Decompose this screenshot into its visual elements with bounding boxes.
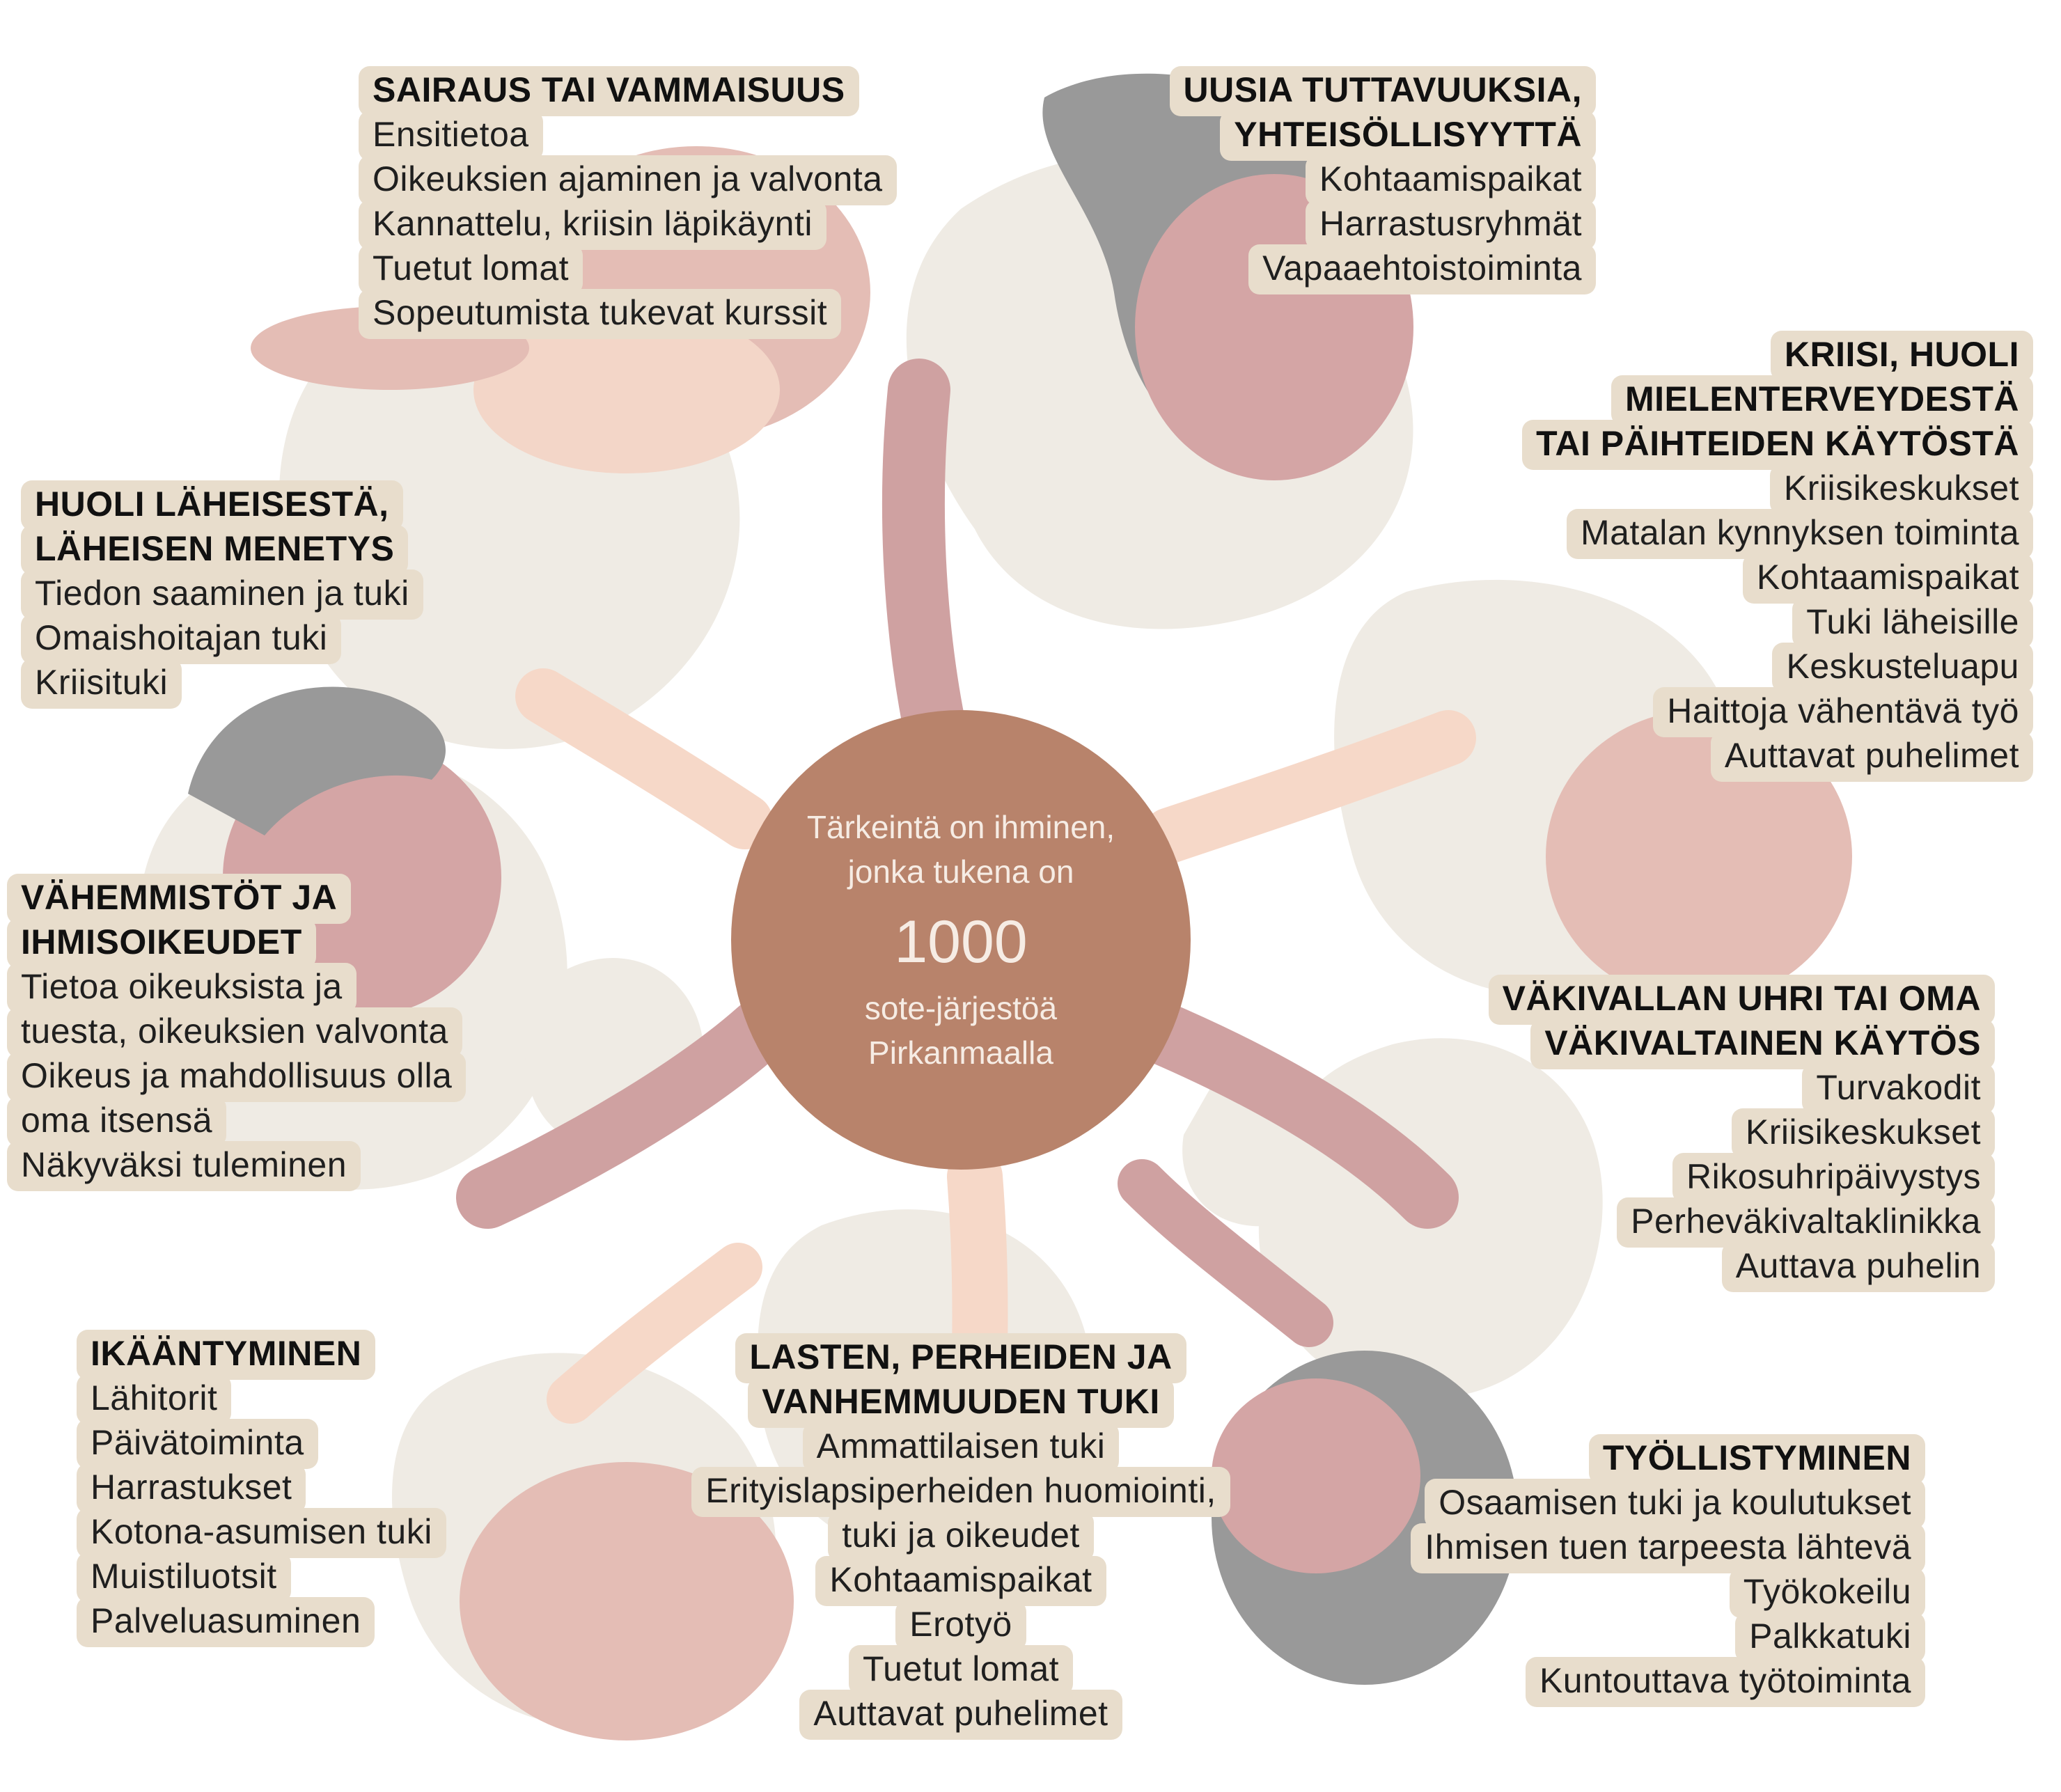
group-kriisi — [1522, 331, 2033, 782]
group-item: Tuetut lomat — [849, 1645, 1073, 1695]
group-heading: VANHEMMUUDEN TUKI — [748, 1378, 1173, 1428]
group-item: Kuntouttava työtoiminta — [1526, 1657, 1925, 1707]
group-item: tuki ja oikeudet — [828, 1511, 1094, 1562]
group-vakivalta — [1489, 975, 1995, 1292]
group-ikaantyminen — [77, 1330, 446, 1647]
group-heading: YHTEISÖLLISYYTTÄ — [1220, 111, 1596, 161]
group-heading: IKÄÄNTYMINEN — [77, 1330, 375, 1380]
group-item: Rikosuhripäivystys — [1672, 1153, 1995, 1203]
group-heading: IHMISOIKEUDET — [7, 918, 316, 968]
group-heading: LÄHEISEN MENETYS — [21, 525, 408, 575]
group-lapset — [655, 1333, 1267, 1740]
group-item: Tuki läheisille — [1792, 598, 2033, 648]
group-item: Harrastukset — [77, 1463, 306, 1514]
center-number: 1000 — [894, 909, 1028, 975]
group-item: Kriisikeskukset — [1770, 464, 2033, 514]
group-heading: VÄKIVALLAN UHRI TAI OMA — [1489, 975, 1995, 1025]
group-item: Palveluasuminen — [77, 1597, 375, 1647]
group-item: Ensitietoa — [359, 111, 543, 161]
group-item: Palkkatuki — [1735, 1612, 1925, 1663]
group-item: Lähitorit — [77, 1374, 231, 1424]
group-tuttavuudet — [1170, 66, 1596, 294]
group-sairaus — [359, 66, 897, 339]
group-item: Keskusteluapu — [1772, 643, 2033, 693]
group-item: Kriisituki — [21, 659, 182, 709]
group-item: Erityislapsiperheiden huomiointi, — [691, 1467, 1230, 1517]
group-item: Oikeuksien ajaminen ja valvonta — [359, 155, 897, 205]
group-item: Harrastusryhmät — [1306, 200, 1596, 250]
group-item: Ammattilaisen tuki — [803, 1422, 1120, 1472]
group-item: Tietoa oikeuksista ja — [7, 963, 356, 1013]
center-text-line4: Pirkanmaalla — [868, 1035, 1053, 1071]
group-vahemmistot — [7, 874, 466, 1191]
group-item: Tiedon saaminen ja tuki — [21, 569, 423, 620]
group-item: Kohtaamispaikat — [1306, 155, 1596, 205]
group-item: Sopeutumista tukevat kurssit — [359, 289, 841, 339]
group-item: Haittoja vähentävä työ — [1653, 687, 2033, 737]
group-heading: VÄHEMMISTÖT JA — [7, 874, 351, 924]
group-item: Oikeus ja mahdollisuus olla — [7, 1052, 466, 1102]
group-item: Auttavat puhelimet — [799, 1690, 1122, 1740]
group-heading: KRIISI, HUOLI — [1771, 331, 2033, 381]
group-item: Matalan kynnyksen toiminta — [1567, 509, 2033, 559]
group-heading: TAI PÄIHTEIDEN KÄYTÖSTÄ — [1522, 420, 2033, 470]
group-heading: SAIRAUS TAI VAMMAISUUS — [359, 66, 859, 116]
group-item: Ihmisen tuen tarpeesta lähtevä — [1411, 1523, 1925, 1573]
group-item: Tuetut lomat — [359, 244, 583, 294]
group-item: Muistiluotsit — [77, 1553, 291, 1603]
group-item: tuesta, oikeuksien valvonta — [7, 1007, 462, 1058]
group-item: Kannattelu, kriisin läpikäynti — [359, 200, 826, 250]
group-item: Auttava puhelin — [1722, 1242, 1995, 1292]
group-item: oma itsensä — [7, 1097, 226, 1147]
group-heading: MIELENTERVEYDESTÄ — [1611, 375, 2033, 425]
center-text-line3: sote-järjestöä — [864, 990, 1058, 1026]
group-item: Kohtaamispaikat — [1743, 553, 2033, 604]
group-item: Kriisikeskukset — [1732, 1108, 1995, 1158]
group-item: Erotyö — [895, 1601, 1026, 1651]
group-item: Omaishoitajan tuki — [21, 614, 341, 664]
group-tyollistyminen — [1411, 1434, 1925, 1707]
group-heading: LASTEN, PERHEIDEN JA — [735, 1333, 1186, 1383]
group-huoli — [21, 480, 423, 709]
group-item: Työkokeilu — [1730, 1568, 1925, 1618]
group-heading: HUOLI LÄHEISESTÄ, — [21, 480, 403, 530]
group-heading: TYÖLLISTYMINEN — [1589, 1434, 1925, 1484]
center-text-line1: Tärkeintä on ihminen, — [806, 809, 1115, 845]
group-item: Perheväkivaltaklinikka — [1617, 1197, 1995, 1248]
group-item: Vapaaehtoistoiminta — [1248, 244, 1596, 294]
center-circle — [731, 710, 1191, 1170]
group-item: Turvakodit — [1802, 1064, 1995, 1114]
group-item: Osaamisen tuki ja koulutukset — [1425, 1479, 1925, 1529]
group-heading: VÄKIVALTAINEN KÄYTÖS — [1530, 1019, 1995, 1069]
group-item: Näkyväksi tuleminen — [7, 1141, 361, 1191]
group-item: Kohtaamispaikat — [815, 1556, 1106, 1606]
center-text-line2: jonka tukena on — [847, 854, 1074, 890]
group-item: Auttavat puhelimet — [1711, 732, 2033, 782]
group-item: Kotona-asumisen tuki — [77, 1508, 446, 1558]
group-item: Päivätoiminta — [77, 1419, 318, 1469]
group-heading: UUSIA TUTTAVUUKSIA, — [1170, 66, 1596, 116]
